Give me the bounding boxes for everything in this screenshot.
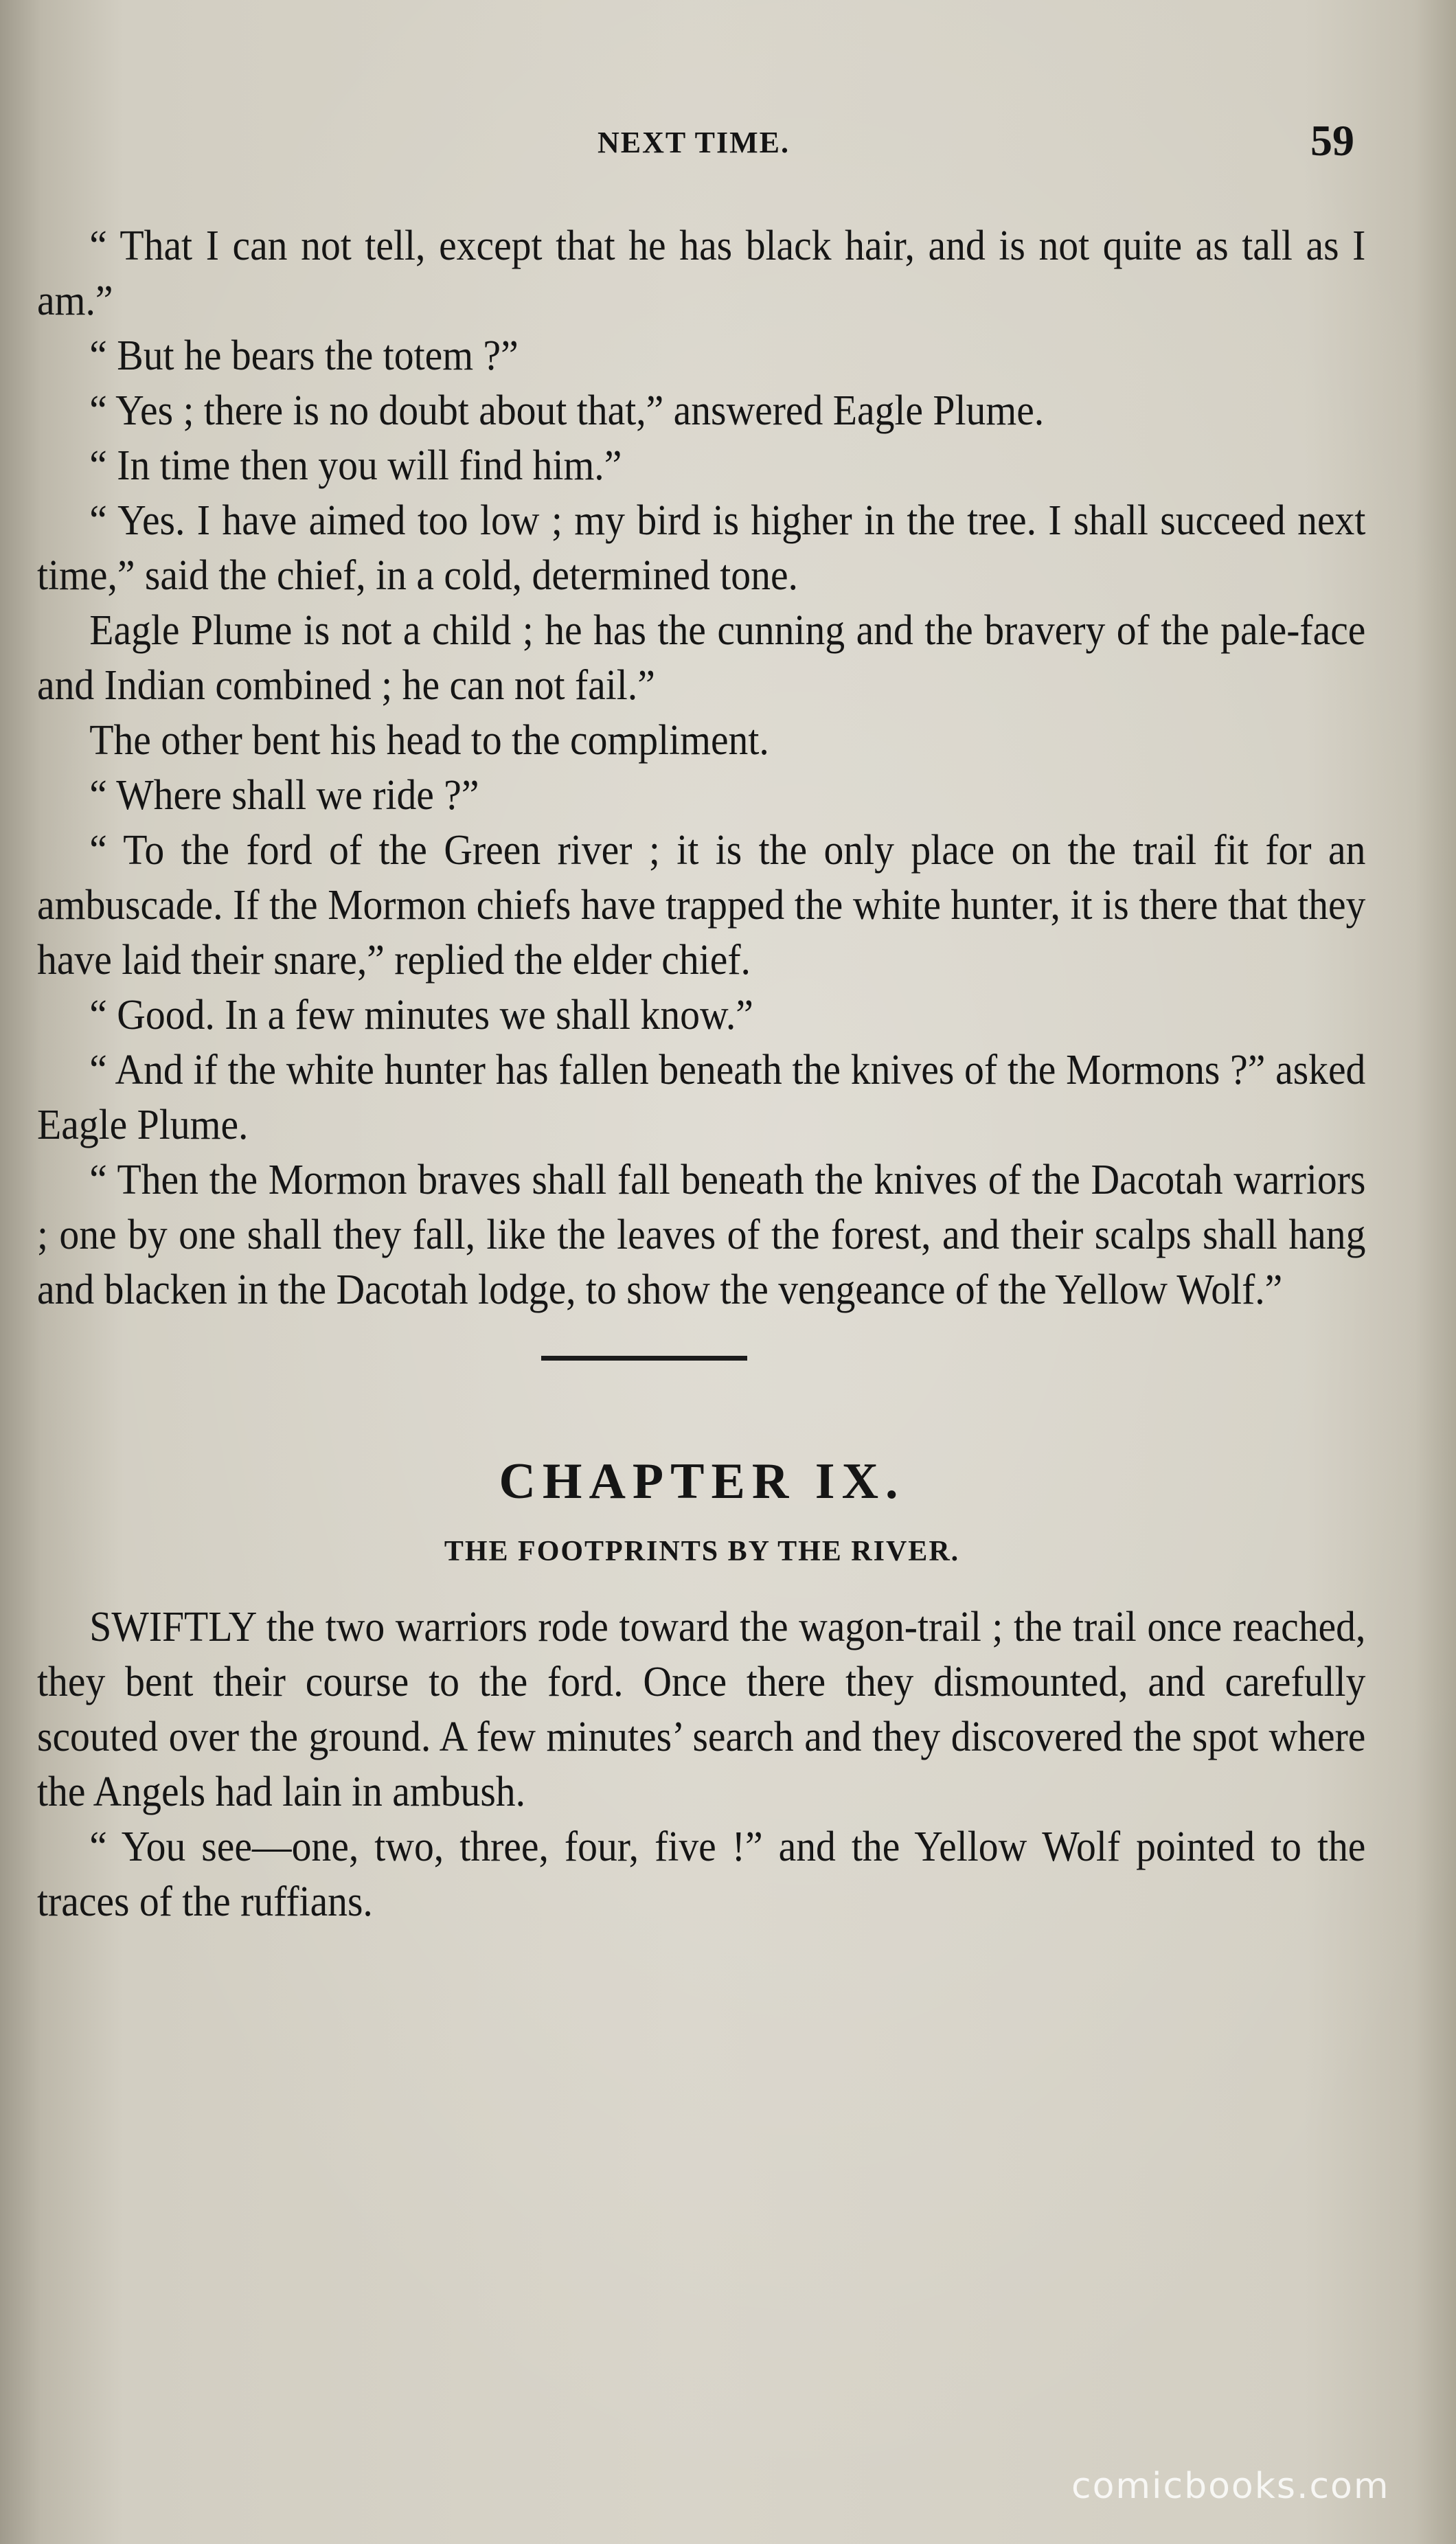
- paragraph: Eagle Plume is not a child ; he has the cunning and the bravery of the pale-face and Indian combined ; he can not fail.”: [37, 607, 1366, 709]
- section-divider: [541, 1356, 747, 1361]
- paragraph: “ Then the Mormon braves shall fall beneath the knives of the Dacotah warriors ; one by one shall they fall, like the leaves of the forest, and their scalps shall hang and blacken in the Dacotah lodge, to show the vengeance of the Yellow Wolf.”: [37, 1157, 1366, 1313]
- chapter-paragraph: “ You see—one, two, three, four, five !” and the Yellow Wolf pointed to the traces of the ruffians.: [37, 1824, 1366, 1925]
- paragraph: “ And if the white hunter has fallen beneath the knives of the Mormons ?” asked Eagle Plume.: [37, 1047, 1366, 1148]
- paragraph: The other bent his head to the compliment.: [89, 717, 769, 764]
- chapter-paragraph: SWIFTLY the two warriors rode toward the wagon-trail ; the trail once reached, they bent their course to the ford. Once there they dismounted, and carefully scouted over the ground. A few minutes’ search and they discovered the spot where the Angels had lain in ambush.: [37, 1604, 1366, 1815]
- page-header: [0, 115, 1456, 177]
- paragraph: “ Where shall we ride ?”: [89, 772, 479, 819]
- paragraph: “ But he bears the totem ?”: [89, 332, 519, 379]
- watermark: comicbooks.com: [1071, 2466, 1390, 2507]
- chapter-title: CHAPTER IX.: [499, 1453, 905, 1510]
- paragraph: “ Yes. I have aimed too low ; my bird is higher in the tree. I shall succeed next time,” said the chief, in a cold, determined tone.: [37, 497, 1366, 599]
- running-head: NEXT TIME.: [598, 126, 790, 159]
- paragraph: “ In time then you will find him.”: [89, 442, 622, 489]
- paragraph: “ Yes ; there is no doubt about that,” answered Eagle Plume.: [89, 387, 1045, 434]
- chapter-subtitle: THE FOOTPRINTS BY THE RIVER.: [444, 1536, 960, 1567]
- paragraph: “ That I can not tell, except that he has black hair, and is not quite as tall as I am.”: [37, 223, 1366, 324]
- paragraph: “ To the ford of the Green river ; it is the only place on the trail fit for an ambuscade. If the Mormon chiefs have trapped the white hunter, it is there that they have laid their snare,” replied the elder chief.: [37, 827, 1366, 984]
- page-number: 59: [1310, 116, 1354, 165]
- body-text: [37, 218, 1367, 2457]
- paragraph: “ Good. In a few minutes we shall know.”: [89, 992, 753, 1038]
